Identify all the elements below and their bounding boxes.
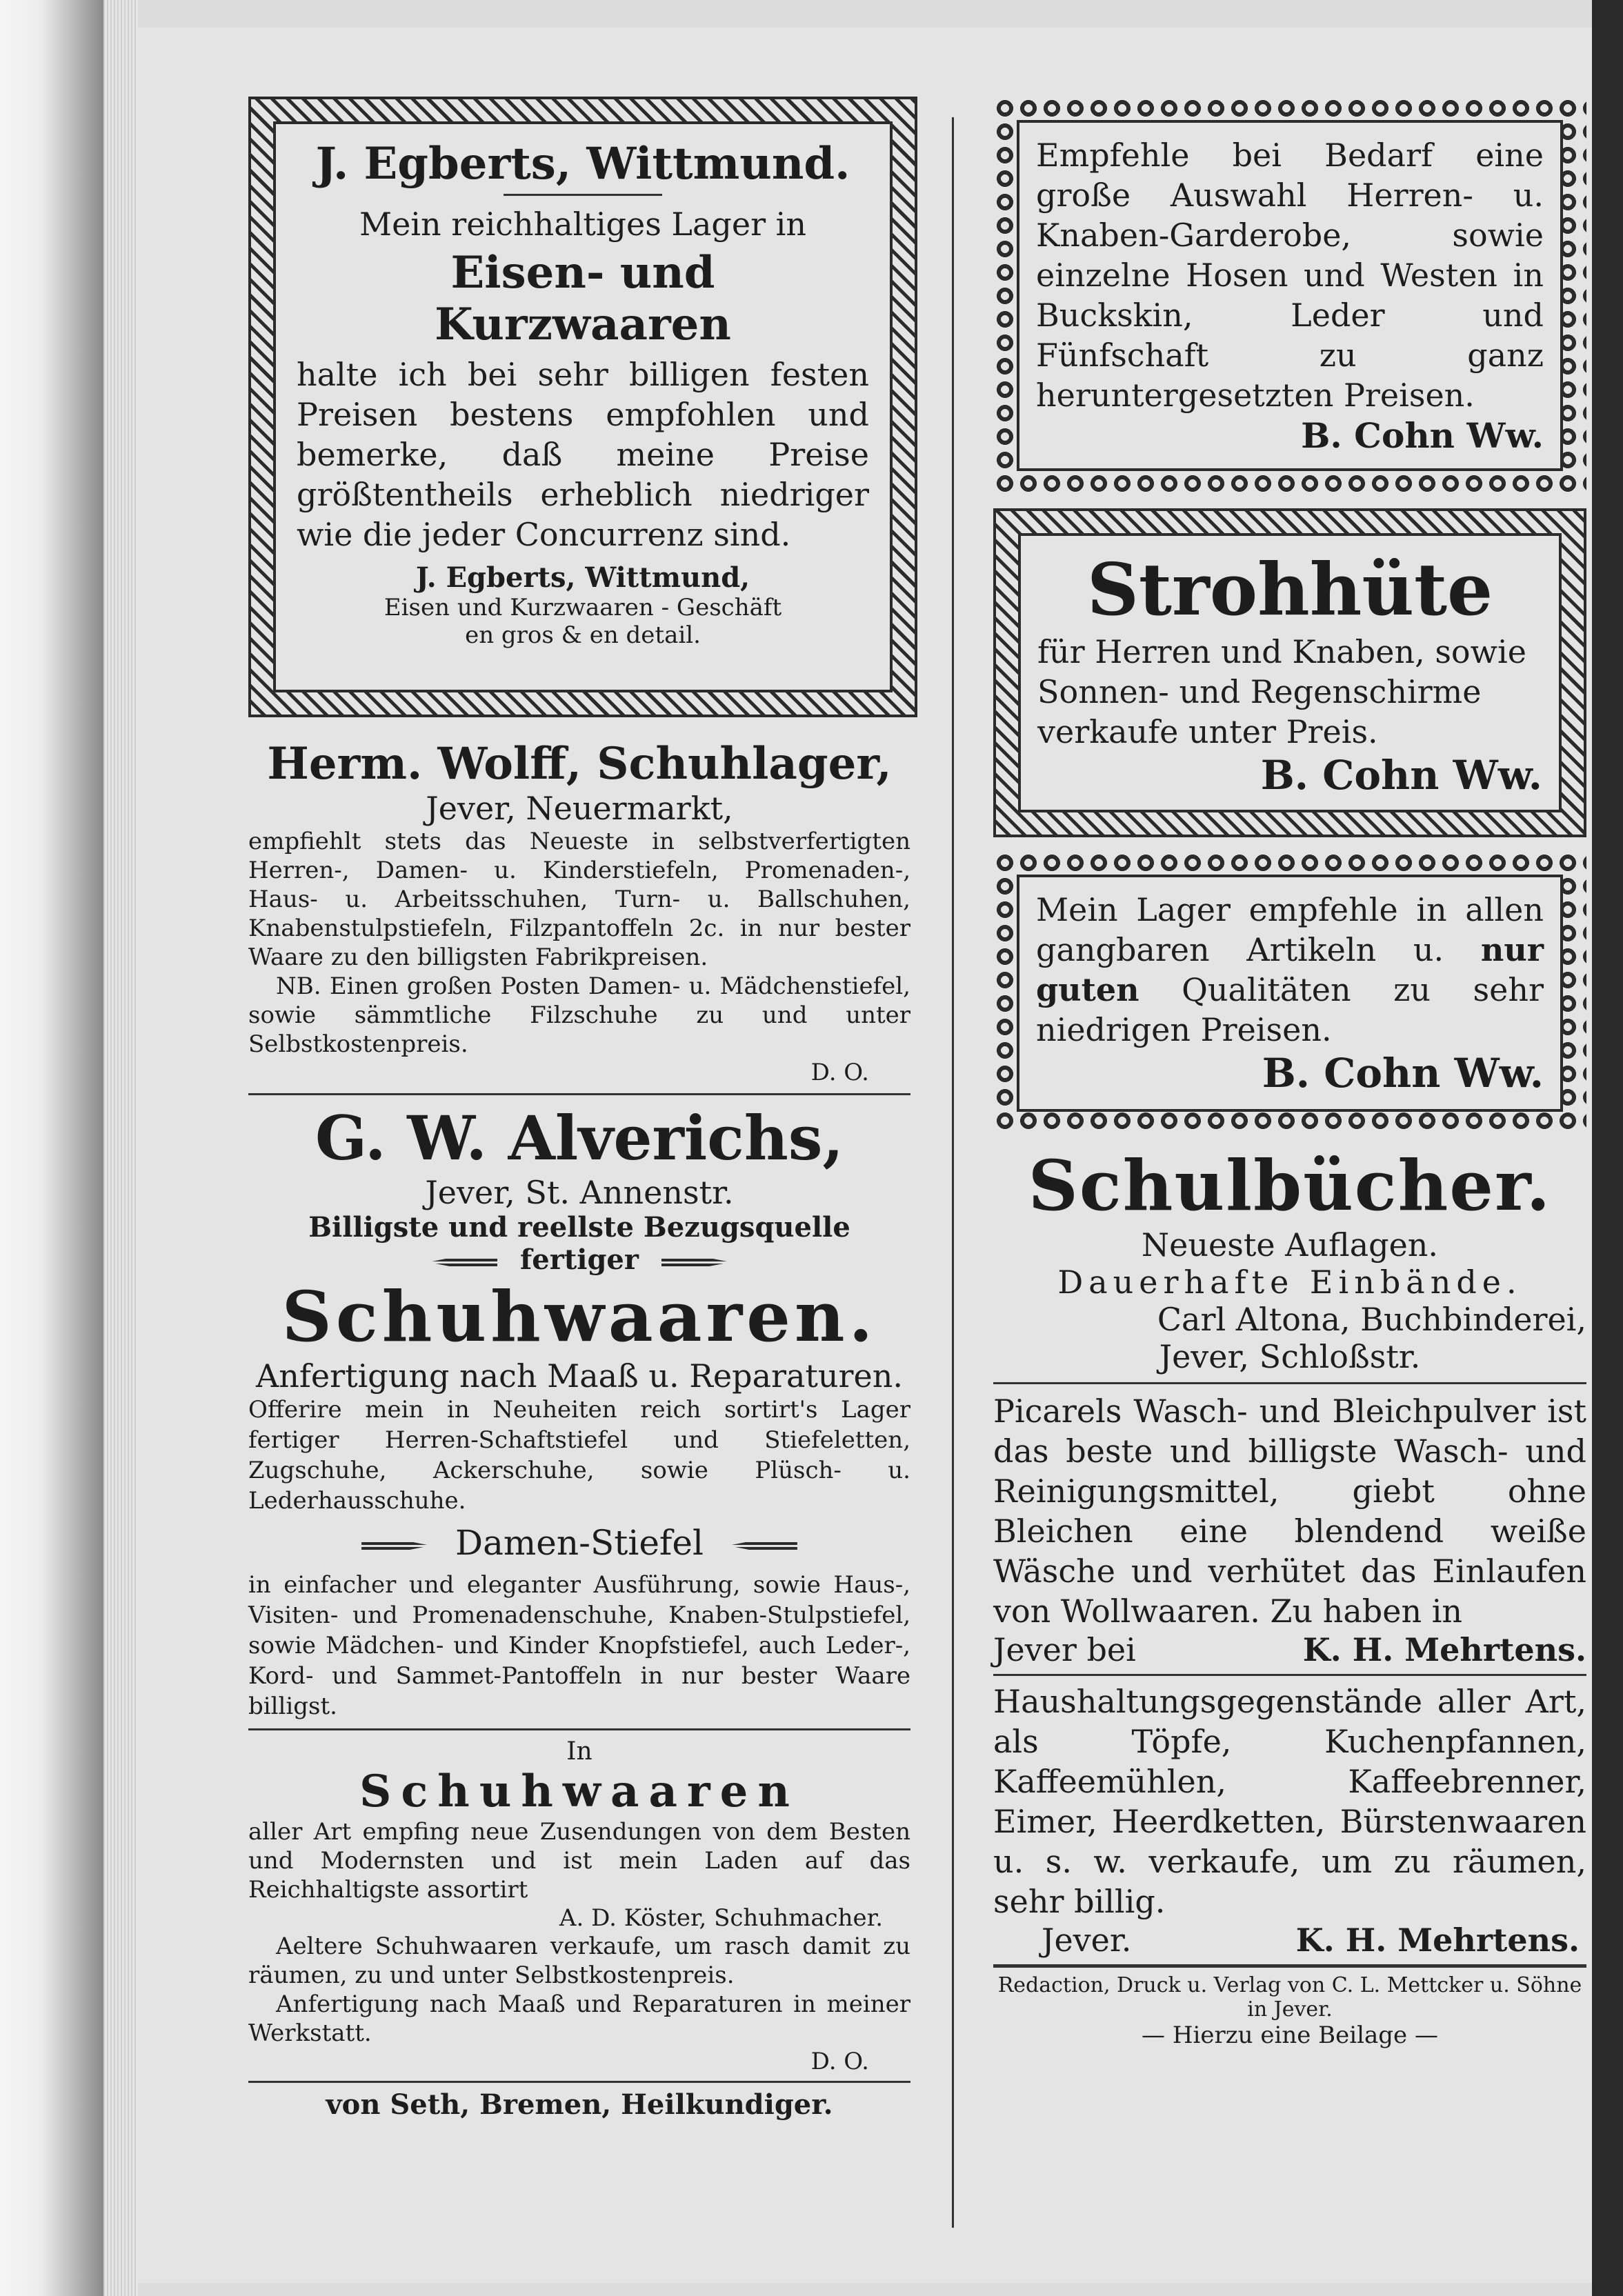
- ad-altona: [993, 1145, 1586, 1384]
- ad-koester: [248, 1737, 910, 2083]
- mehrtens-body: Haushaltungsgegenstände aller Art, als Töpfe, Kuchenpfannen, Kaffeemühlen, Kaffeebrenner, Eimer, Heerdketten, Bürstenwaaren u. s. w. verkaufe, um zu räumen, sehr billig.: [993, 1683, 1586, 1920]
- altona-rule: [993, 1382, 1586, 1384]
- alverichs-fertiger: fertiger: [520, 1244, 639, 1276]
- pointing-hand-icon: [428, 1248, 497, 1276]
- mehrtens-place: Jever.: [1042, 1921, 1132, 1959]
- egberts-signature: J. Egberts, Wittmund,: [415, 561, 750, 594]
- mehrtens-signature: K. H. Mehrtens.: [1295, 1921, 1580, 1959]
- cohn2-heading: Strohhüte: [1086, 547, 1493, 632]
- koester-rule: [248, 2081, 910, 2083]
- cohn1-body: Empfehle bei Bedarf eine große Auswahl Herren- u. Knaben-Garderobe, sowie einzelne Hosen und Westen in Buckskin, Leder und Fünfschaft zu ganz heruntergesetzten Preisen.: [1036, 137, 1544, 414]
- cohn3-emph: nur guten: [1036, 931, 1544, 1008]
- altona-l1: Neueste Auflagen.: [1141, 1226, 1439, 1264]
- ad-seth: von Seth, Bremen, Heilkundiger.: [326, 2088, 833, 2121]
- footer-supplement: — Hierzu eine Beilage —: [1142, 2022, 1438, 2049]
- pointing-hand-icon: [361, 1532, 430, 1559]
- ad-egberts: [248, 97, 917, 717]
- picarel-rule: [993, 1674, 1586, 1676]
- koester-initials: D. O.: [810, 2048, 869, 2075]
- wolff-body: empfiehlt stets das Neueste in selbstverfertigten Herren-, Damen- u. Kinderstiefeln, Promenaden-, Haus- u. Arbeitsschuhen, Turn- u. Ballschuhen, Knabenstulpstiefeln, Filzpantoffeln 2c. in nur bester Waare zu den billigsten Fabrikpreisen.: [248, 828, 910, 971]
- alverichs-damen: Damen-Stiefel: [455, 1523, 704, 1563]
- cohn1-signature: B. Cohn Ww.: [1301, 415, 1544, 456]
- koester-body2: Aeltere Schuhwaaren verkaufe, um rasch damit zu räumen, zu und unter Selbstkostenpreis.: [248, 1933, 910, 1989]
- alverichs-heading: G. W. Alverichs,: [315, 1102, 844, 1174]
- wolff-initials: D. O.: [810, 1059, 869, 1086]
- egberts-heading: J. Egberts, Wittmund.: [315, 138, 850, 190]
- cohn2-body: für Herren und Knaben, sowie Sonnen- und Regenschirme verkaufe unter Preis.: [1037, 633, 1526, 750]
- alverichs-body: Offerire mein in Neuheiten reich sortirt's Lager fertiger Herren-Schaftstiefel und Stiefeletten, Zugschuhe, Ackerschuhe, sowie Plüsch- u. Lederhausschuhe.: [248, 1396, 910, 1515]
- picarel-body: Picarels Wasch- und Bleichpulver ist das beste und billigste Wasch- und Reinigungsmittel, giebt ohne Bleichen eine blendend weiße Wäsche und verhütet das Einlaufen von Wollwaaren. Zu haben in: [993, 1392, 1586, 1630]
- egberts-rule: [504, 194, 662, 196]
- alverichs-place: Jever, St. Annenstr.: [425, 1174, 734, 1211]
- wolff-rule: [248, 1093, 910, 1095]
- egberts-goods: Eisen- und Kurzwaaren: [435, 247, 731, 350]
- wolff-heading: Herm. Wolff, Schuhlager,: [267, 738, 892, 790]
- book-spine: [0, 0, 103, 2296]
- alverichs-service: Anfertigung nach Maaß u. Reparaturen.: [256, 1357, 903, 1395]
- picarel-place: Jever bei: [993, 1631, 1136, 1668]
- altona-l4: Jever, Schloßstr.: [1159, 1338, 1421, 1375]
- ad-cohn-lager: [993, 851, 1586, 1135]
- koester-product: Schuhwaaren: [359, 1766, 799, 1817]
- ad-cohn-garderobe: [993, 97, 1586, 495]
- alverichs-body2: in einfacher und eleganter Ausführung, sowie Haus-, Visiten- und Promenadenschuhe, Knaben-Stulpstiefel, sowie Mädchen- und Kinder Knopfstiefel, auch Leder-, Kord- und Sammet-Pantoffeln in nur bester Waare billigst.: [248, 1571, 910, 1720]
- alverichs-product: Schuhwaaren.: [281, 1276, 877, 1357]
- cohn3-body1: Mein Lager empfehle in allen gangbaren Artikeln u.: [1036, 891, 1544, 968]
- cohn3-signature: B. Cohn Ww.: [1262, 1050, 1544, 1097]
- footer-rule: [993, 1964, 1586, 1968]
- altona-heading: Schulbücher.: [1028, 1145, 1552, 1226]
- wolff-nb: NB. Einen großen Posten Damen- u. Mädchenstiefel, sowie sämmtliche Filzschuhe zu und unter Selbstkostenpreis.: [248, 972, 910, 1058]
- wolff-place: Jever, Neuermarkt,: [426, 790, 733, 827]
- egberts-intro: Mein reichhaltiges Lager in: [359, 206, 807, 243]
- ad-picarel: [993, 1391, 1586, 1676]
- egberts-body: halte ich bei sehr billigen festen Preisen bestens empfohlen und bemerke, daß meine Preise größtentheils erheblich niedriger wie die jeder Concurrenz sind.: [297, 356, 869, 553]
- koester-body: aller Art empfing neue Zusendungen von dem Besten und Modernsten und ist mein Laden auf das Reichhaltigste assortirt: [248, 1818, 910, 1904]
- page-edges: [103, 0, 138, 2296]
- koester-signature: A. D. Köster, Schuhmacher.: [559, 1904, 883, 1932]
- cohn2-signature: B. Cohn Ww.: [1260, 752, 1542, 799]
- picarel-signature: K. H. Mehrtens.: [1302, 1631, 1586, 1668]
- egberts-shop: Eisen und Kurzwaaren - Geschäft: [384, 594, 782, 621]
- pointing-hand-icon: [728, 1532, 797, 1559]
- ad-mehrtens: [993, 1681, 1586, 1968]
- pointing-hand-icon: [661, 1248, 730, 1276]
- footer-imprint: Redaction, Druck u. Verlag von C. L. Mettcker u. Söhne in Jever.: [997, 1973, 1582, 2022]
- cohn3-body2: Qualitäten zu sehr niedrigen Preisen.: [1036, 971, 1544, 1048]
- scan-border: [1592, 0, 1623, 2296]
- alverichs-tagline: Billigste und reellste Bezugsquelle: [308, 1211, 850, 1244]
- newspaper-page: [138, 28, 1592, 2283]
- koester-in: In: [566, 1737, 593, 1766]
- altona-l2: Dauerhafte Einbände.: [1057, 1264, 1522, 1301]
- footer: [993, 1973, 1586, 2049]
- right-column: [993, 97, 1586, 2049]
- ad-alverichs: [248, 1102, 910, 1730]
- altona-l3: Carl Altona, Buchbinderei,: [1157, 1301, 1586, 1338]
- koester-body3: Anfertigung nach Maaß und Reparaturen in meiner Werkstatt.: [248, 1990, 910, 2047]
- left-column: [248, 97, 1062, 2121]
- ad-wolff: [248, 738, 910, 1095]
- ad-cohn-strohhuete: [993, 508, 1586, 837]
- egberts-trade: en gros & en detail.: [465, 621, 701, 649]
- alverichs-rule: [248, 1728, 910, 1730]
